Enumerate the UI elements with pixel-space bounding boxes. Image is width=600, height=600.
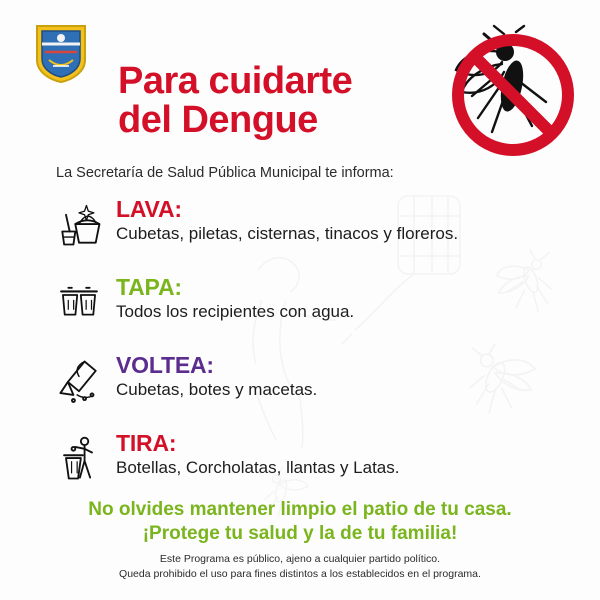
step-title: LAVA: <box>116 196 182 222</box>
closing-message <box>0 498 600 546</box>
list-item <box>48 430 558 492</box>
step-title: TAPA: <box>116 274 182 300</box>
headline-line-1: Para cuidarte <box>118 60 353 102</box>
list-item <box>48 352 558 414</box>
page-title <box>118 62 448 140</box>
closing-line-2: ¡Protege tu salud y la de tu familia! <box>142 522 458 544</box>
legal-line-1: Este Programa es público, ajeno a cualquier partido político. <box>159 553 441 565</box>
headline-line-2: del Dengue <box>118 98 318 141</box>
list-item <box>48 274 558 336</box>
bucket-broom-icon <box>48 196 110 254</box>
tipped-bucket-icon <box>48 352 110 410</box>
person-throwing-trash-icon <box>48 430 110 488</box>
step-title: VOLTEA: <box>116 352 214 378</box>
subtitle: La Secretaría de Salud Pública Municipal te informa: <box>56 165 394 181</box>
legal-disclaimer <box>0 552 600 582</box>
closing-line-1: No olvides mantener limpio el patio de tu casa. <box>88 499 512 520</box>
step-description: Botellas, Corcholatas, llantas y Latas. <box>116 458 400 478</box>
legal-line-2: Queda prohibido el uso para fines distintos a los establecidos en el programa. <box>119 568 481 581</box>
step-description: Cubetas, piletas, cisternas, tinacos y floreros. <box>116 224 459 244</box>
no-mosquito-icon <box>440 22 580 172</box>
municipal-crest-icon <box>33 22 89 84</box>
steps-list <box>48 196 558 508</box>
covered-bins-icon <box>48 274 110 332</box>
step-title: TIRA: <box>116 430 177 456</box>
step-description: Cubetas, botes y macetas. <box>116 380 318 400</box>
list-item <box>48 196 558 258</box>
step-description: Todos los recipientes con agua. <box>116 302 355 322</box>
